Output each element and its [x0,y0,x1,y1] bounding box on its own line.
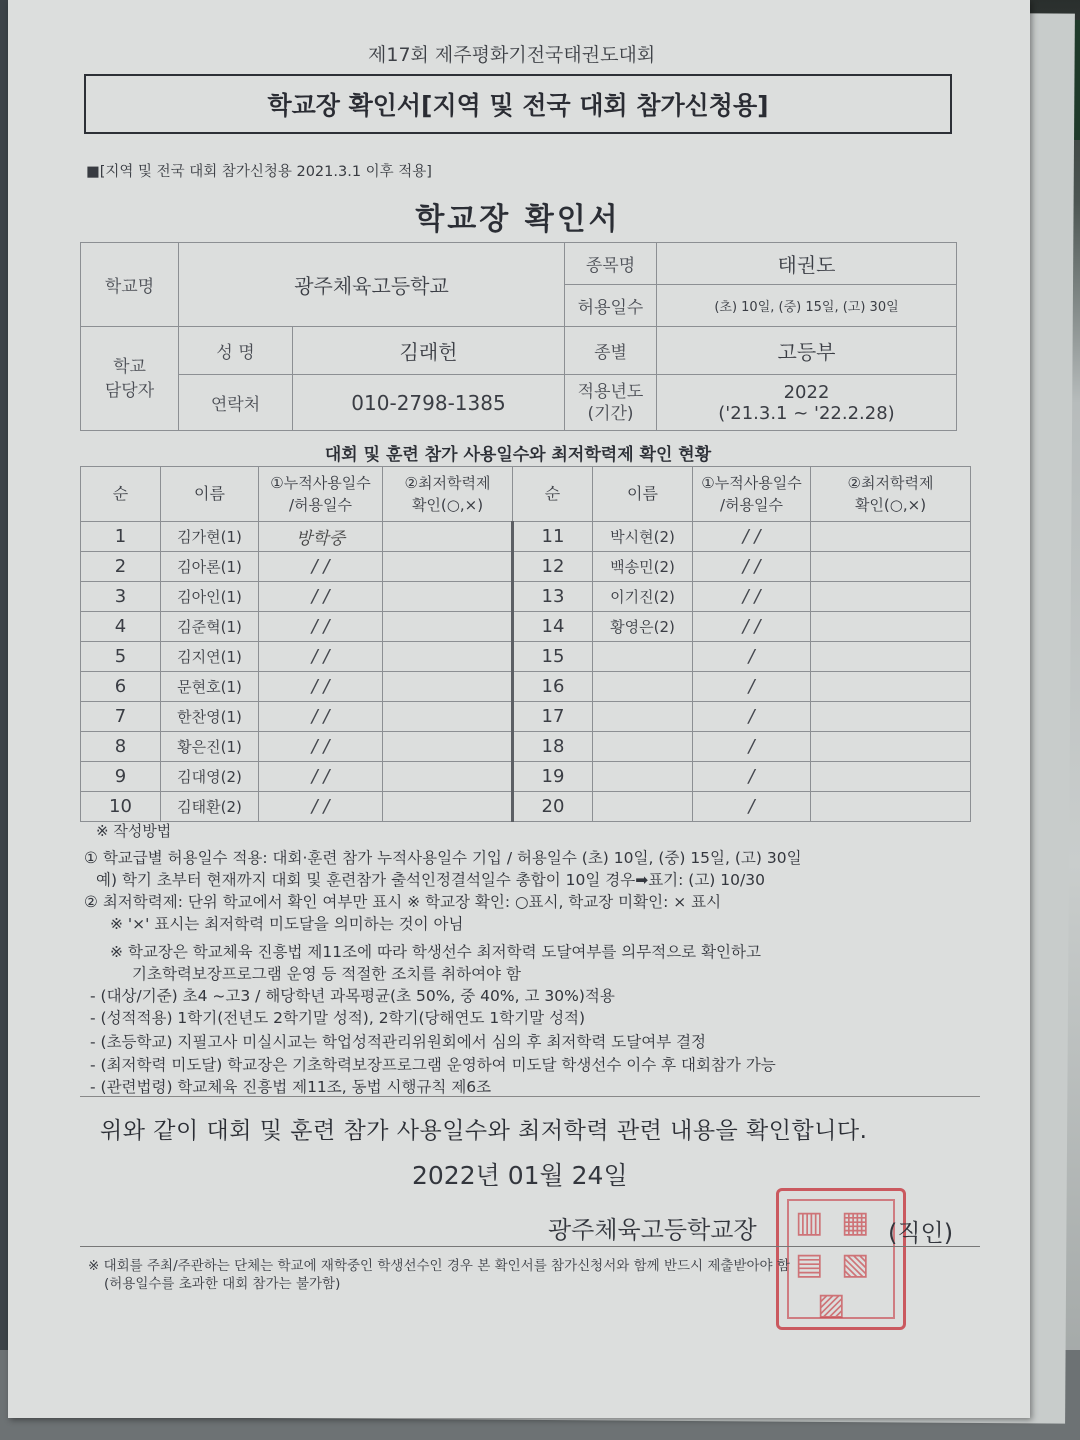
days-used: / / [693,612,811,642]
table-row [81,702,971,732]
student-name: 한찬영(1) [161,702,259,732]
form-title-box [84,74,952,134]
academic-check [811,762,971,792]
principal-name: 광주체육고등학교장 [548,1216,757,1244]
phone-value: 010-2798-1385 [293,375,565,431]
days-used: / / [693,552,811,582]
event-title: 제17회 제주평화기전국태권도대회 [368,44,656,66]
table-row [81,762,971,792]
seal-mark-3: ▤ [795,1247,824,1282]
row-number: 17 [513,702,593,732]
footnote-1: ※ 대회를 주최/주관하는 단체는 학교에 재학중인 학생선수인 경우 본 확인서를 참가신청서와 함께 반드시 제출받아야 함 [88,1258,790,1274]
seal-mark-1: ▥ [795,1205,824,1240]
student-name: 김태환(2) [161,792,259,822]
school-info-table [80,242,957,431]
days-value: (초) 10일, (중) 15일, (고) 30일 [657,285,957,327]
row-number: 15 [513,642,593,672]
student-name: 김아론(1) [161,552,259,582]
academic-check [383,552,513,582]
student-name [593,702,693,732]
method-line-1: ① 학교급별 허용일수 적용: 대회·훈련 참가 누적사용일수 기입 / 허용일수 (초) 10일, (중) 15일, (고) 30일 [84,849,802,867]
method-line-7: - (대상/기준) 초4 ~고3 / 해당학년 과목평균(초 50%, 중 40%, 고 30%)적용 [90,987,615,1005]
academic-check [811,672,971,702]
academic-check [383,672,513,702]
sport-label: 종목명 [565,243,657,285]
roster-header-row [81,467,971,522]
row-number: 13 [513,582,593,612]
school-name-label: 학교명 [81,243,179,327]
phone-label: 연락처 [179,375,293,431]
method-heading: ※ 작성방법 [96,822,172,840]
method-line-8: - (성적적용) 1학기(전년도 2학기말 성적), 2학기(당해연도 1학기말 성적) [90,1009,586,1027]
header-no: 순 [81,467,161,522]
row-number: 6 [81,672,161,702]
method-line-11: - (관련법령) 학교체육 진흥법 제11조, 동법 시행규칙 제6조 [90,1078,492,1096]
method-divider [80,1096,980,1097]
student-name: 김가현(1) [161,522,259,552]
academic-check [811,552,971,582]
academic-check [811,702,971,732]
header-days: ①누적사용일수 /허용일수 [259,467,383,522]
days-used: / [693,762,811,792]
days-used: / / [259,792,383,822]
row-number: 18 [513,732,593,762]
row-number: 14 [513,612,593,642]
header-days-right: ①누적사용일수 /허용일수 [693,467,811,522]
student-name: 황은진(1) [161,732,259,762]
row-number: 2 [81,552,161,582]
row-number: 7 [81,702,161,732]
seal-mark-2: ▦ [841,1205,870,1240]
row-number: 12 [513,552,593,582]
student-name: 박시현(2) [593,522,693,552]
table-row [81,522,971,552]
days-used: / / [259,612,383,642]
signature-date: 2022년 01월 24일 [412,1161,628,1190]
row-number: 20 [513,792,593,822]
year-cell [657,375,957,431]
division-value: 고등부 [657,327,957,375]
academic-check [811,522,971,552]
academic-check [383,792,513,822]
academic-check [811,642,971,672]
student-name [593,792,693,822]
seal-mark-5: ▨ [817,1287,846,1322]
days-used: / / [693,582,811,612]
days-used: / [693,792,811,822]
method-line-6: 기초학력보장프로그램 운영 등 적절한 조치를 취하여야 함 [132,965,521,983]
header-name-right: 이름 [593,467,693,522]
method-line-5: ※ 학교장은 학교체육 진흥법 제11조에 따라 학생선수 최저학력 도달여부를 의무적으로 확인하고 [110,943,761,961]
academic-check [383,762,513,792]
days-used: / [693,702,811,732]
student-name: 이기진(2) [593,582,693,612]
days-used [259,522,383,552]
days-label: 허용일수 [565,285,657,327]
days-used: / [693,732,811,762]
document-page [8,0,1030,1418]
academic-check [383,642,513,672]
seal-label: (직인) [888,1219,954,1247]
days-used: / / [259,702,383,732]
student-name: 김아인(1) [161,582,259,612]
days-used: / / [693,522,811,552]
student-name: 백송민(2) [593,552,693,582]
academic-check [811,732,971,762]
footnote-divider [80,1246,980,1247]
confirm-statement: 위와 같이 대회 및 훈련 참가 사용일수와 최저학력 관련 내용을 확인합니다. [100,1118,868,1144]
footnote-2: (허용일수를 초과한 대회 참가는 불가함) [104,1276,341,1292]
student-name [593,762,693,792]
seal-mark-4: ▧ [841,1247,870,1282]
academic-check [383,702,513,732]
academic-check [811,792,971,822]
header-no-right: 순 [513,467,593,522]
student-name: 김준혁(1) [161,612,259,642]
row-number: 9 [81,762,161,792]
row-number: 11 [513,522,593,552]
academic-check [383,732,513,762]
handwritten-note: 방학중 [295,529,346,549]
official-seal [776,1188,906,1330]
student-name: 김지연(1) [161,642,259,672]
row-number: 19 [513,762,593,792]
period-value: ('21.3.1 ~ '22.2.28) [718,402,895,424]
academic-check [383,612,513,642]
row-number: 8 [81,732,161,762]
student-name: 김대영(2) [161,762,259,792]
row-number: 1 [81,522,161,552]
roster-table [80,466,971,822]
table-row [81,582,971,612]
days-used: / / [259,732,383,762]
header-name: 이름 [161,467,259,522]
academic-check [811,582,971,612]
table-row [81,552,971,582]
academic-check [383,522,513,552]
row-number: 10 [81,792,161,822]
sport-value: 태권도 [657,243,957,285]
academic-check [383,582,513,612]
table-row [81,792,971,822]
days-used: / / [259,552,383,582]
academic-check [811,612,971,642]
method-line-3: ② 최저학력제: 단위 학교에서 확인 여부만 표시 ※ 학교장 확인: ○표시, 학교장 미확인: × 표시 [84,893,722,911]
apply-note: ■[지역 및 전국 대회 참가신청용 2021.3.1 이후 적용] [86,164,432,180]
days-used: / / [259,672,383,702]
student-name [593,732,693,762]
days-used: / [693,672,811,702]
method-line-4: ※ '×' 표시는 최저학력 미도달을 의미하는 것이 아님 [110,915,464,933]
division-label: 종별 [565,327,657,375]
table-row [81,642,971,672]
table-row [81,612,971,642]
header-academic: ②최저학력제 확인(○,×) [383,467,513,522]
student-name: 황영은(2) [593,612,693,642]
section-title: 대회 및 훈련 참가 사용일수와 최저학력제 확인 현황 [324,445,712,465]
method-line-2: 예) 학기 초부터 현재까지 대회 및 훈련참가 출석인정결석일수 총합이 10일 경우➡표기: (고) 10/30 [96,871,765,889]
days-used: / [693,642,811,672]
year-label: 적용년도 (기간) [565,375,657,431]
row-number: 4 [81,612,161,642]
form-title: 학교장 확인서[지역 및 전국 대회 참가신청용] [267,91,769,120]
contact-label: 학교 담당자 [81,327,179,431]
days-used: / / [259,762,383,792]
method-line-10: - (최저학력 미도달) 학교장은 기초학력보장프로그램 운영하여 미도달 학생선수 이수 후 대회참가 가능 [90,1056,776,1074]
student-name: 문현호(1) [161,672,259,702]
days-used: / / [259,642,383,672]
contact-name: 김래헌 [293,327,565,375]
table-row [81,732,971,762]
method-line-9: - (초등학교) 지필고사 미실시교는 학업성적관리위원회에서 심의 후 최저학력 도달여부 결정 [90,1033,707,1051]
school-name: 광주체육고등학교 [179,243,565,327]
header-academic-right: ②최저학력제 확인(○,×) [811,467,971,522]
row-number: 5 [81,642,161,672]
days-used: / / [259,582,383,612]
row-number: 3 [81,582,161,612]
row-number: 16 [513,672,593,702]
name-label: 성 명 [179,327,293,375]
student-name [593,642,693,672]
student-name [593,672,693,702]
table-row [81,672,971,702]
main-title: 학교장 확인서 [415,202,621,237]
year-value: 2022 [783,381,830,403]
